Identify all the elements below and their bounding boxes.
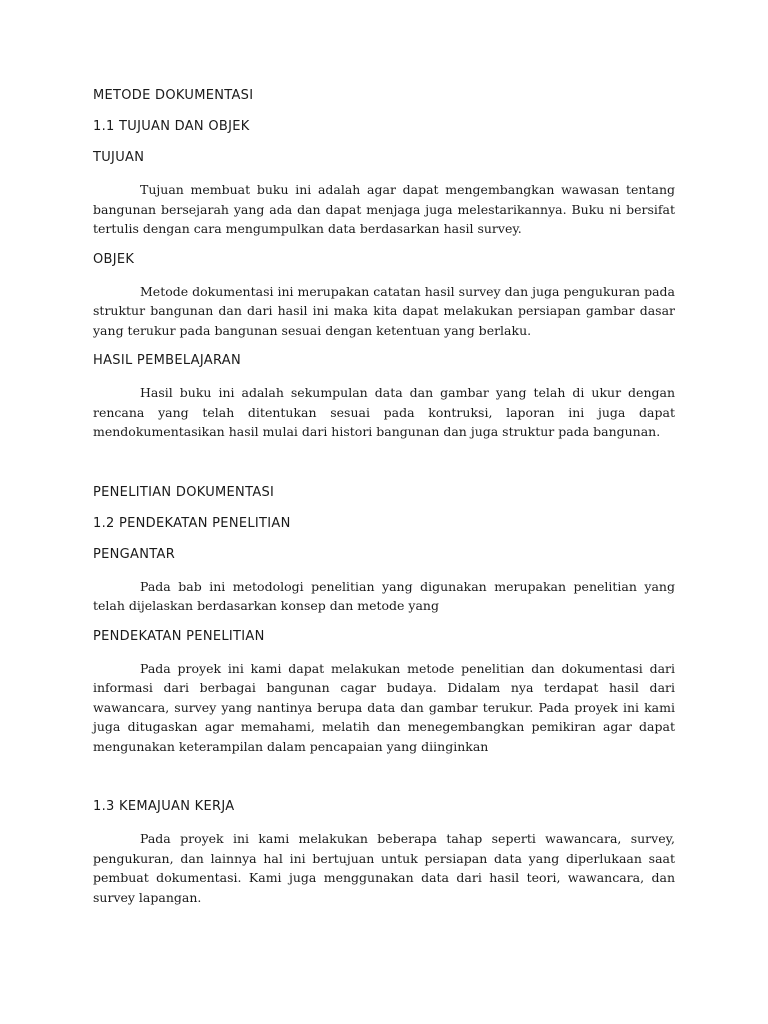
subheading-hasil-pembelajaran: HASIL PEMBELAJARAN (93, 353, 241, 368)
section-heading-tujuan-objek: 1.1 TUJUAN DAN OBJEK (93, 119, 250, 134)
paragraph-hasil-pembelajaran: Hasil buku ini adalah sekumpulan data dan gambar yang telah di ukur dengan rencana yang telah ditentukan sesuai pada kontruksi, laporan ini juga dapat mendokumentasikan hasil mulai dari histori bangunan dan juga struktur pada bangunan. (93, 385, 675, 439)
paragraph-objek: Metode dokumentasi ini merupakan catatan hasil survey dan juga pengukuran pada struktur bangunan dan dari hasil ini maka kita dapat melakukan persiapan gambar dasar yang terukur pada bangunan sesuai dengan ketentuan yang berlaku. (93, 283, 675, 338)
paragraph-pendekatan-penelitian: Pada proyek ini kami dapat melakukan metode penelitian dan dokumentasi dari informasi dari berbagai bangunan cagar budaya. Didalam nya terdapat hasil dari wawancara, survey yang nantinya berupa data dan gambar terukur. Pada proyek ini kami juga ditugaskan agar memahami, melatih dan menegembangkan pemikiran agar dapat mengunakan keterampilan dalam pencapaian yang diinginkan (93, 660, 675, 754)
section-heading-kemajuan-kerja: 1.3 KEMAJUAN KERJA (93, 799, 235, 814)
paragraph-tujuan: Tujuan membuat buku ini adalah agar dapat mengembangkan wawasan tentang bangunan bersejarah yang ada dan dapat menjaga juga melestarikannya. Buku ni bersifat tertulis dengan cara mengumpulkan data berdasarkan hasil survey. (93, 182, 675, 236)
subheading-pengantar: PENGANTAR (93, 546, 176, 562)
section-title-penelitian: PENELITIAN DOKUMENTASI (93, 484, 275, 500)
paragraph-pengantar: Pada bab ini metodologi penelitian yang digunakan merupakan penelitian yang telah dijelaskan berdasarkan konsep dan metode yang (93, 578, 675, 613)
document-title: METODE DOKUMENTASI (93, 88, 254, 103)
subheading-pendekatan-penelitian: PENDEKATAN PENELITIAN (93, 628, 265, 644)
subheading-tujuan: TUJUAN (93, 150, 145, 165)
document-page (93, 87, 675, 919)
paragraph-kemajuan-kerja: Pada proyek ini kami melakukan beberapa tahap seperti wawancara, survey, pengukuran, dan lainnya hal ini bertujuan untuk persiapan data yang diperlukaan saat pembuat dokumentasi. Kami juga menggunakan data dari hasil teori, wawancara, dan survey lapangan. (93, 831, 675, 905)
section-heading-pendekatan: 1.2 PENDEKATAN PENELITIAN (93, 515, 291, 531)
subheading-objek: OBJEK (93, 251, 135, 267)
